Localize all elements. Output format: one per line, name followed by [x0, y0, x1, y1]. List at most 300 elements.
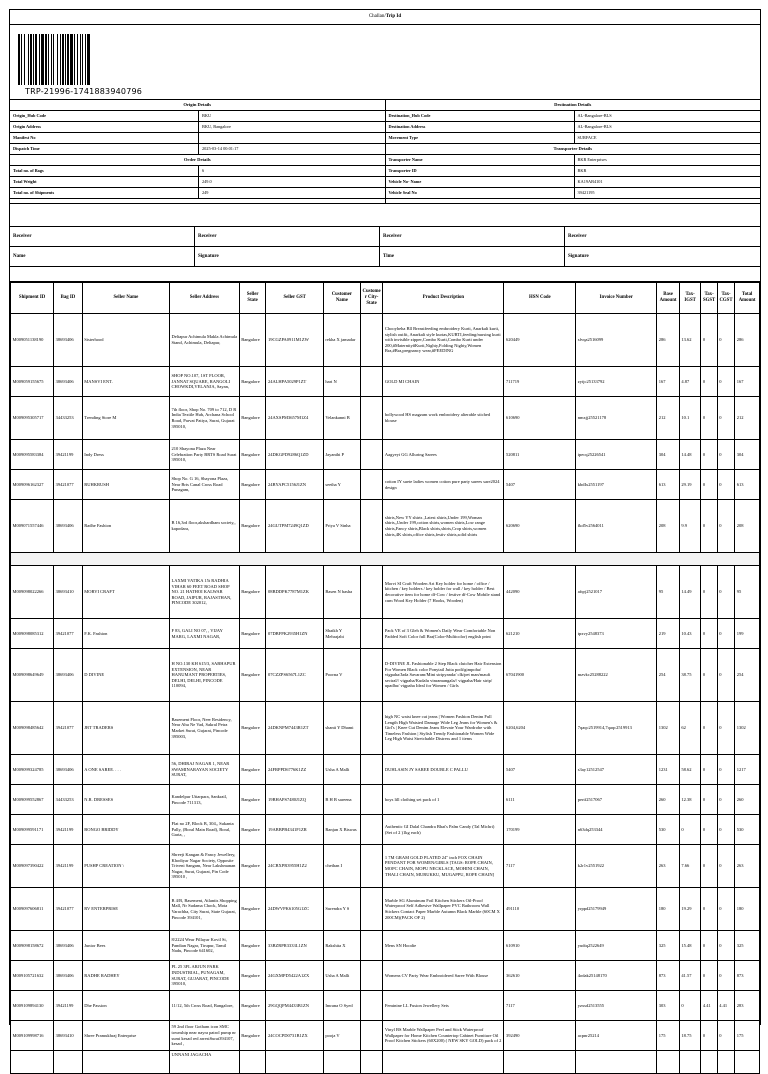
cell-hsn-code: 170199: [504, 815, 576, 845]
cell-shipment-id: M009098085312: [11, 619, 54, 649]
destination-detail-row: [386, 111, 761, 122]
cell-base-amount: 254: [657, 649, 680, 702]
header-total-amount: Total Amount: [735, 283, 760, 314]
table-row: [11, 1021, 760, 1051]
cell-tax-igst: 13.62: [679, 314, 701, 367]
cell-base-amount: 175: [657, 1021, 680, 1051]
barcode-section: [10, 25, 760, 100]
cell-tax-cgst: 0: [717, 314, 734, 367]
cell-product-description: Marble SG Aluminum Foil Kitchen Stickers Oil-Proof Waterproof Self Adhesive Wallpaper PVC Bathroom Wall Stickers Contact Paper Marble Autumn Black Marble (60CM X 200CM)(PACK OF 2): [383, 888, 504, 931]
cell-hsn-code: 6204,6204: [504, 702, 576, 755]
cell-hsn-code: 67041900: [504, 649, 576, 702]
cell-base-amount: 530: [657, 815, 680, 845]
cell-tax-igst: 62: [679, 702, 701, 755]
header-customer-name: Customer Name: [323, 283, 360, 314]
cell-hsn-code: 491110: [504, 888, 576, 931]
cell-seller-name: A ONE SAREE. . . .: [82, 755, 169, 785]
cell-hsn-code: 520811: [504, 440, 576, 470]
cell-hsn-code: 621210: [504, 619, 576, 649]
cell-seller-address: 8/2224 Wear Pillayar Kovil St, Pandian Nagar, Tirupur, Tamil Nadu, Pincode 641602,: [170, 931, 240, 961]
cell-base-amount: 212: [657, 397, 680, 440]
cell-customer-name: Surendra Y S: [323, 888, 360, 931]
cell-total-amount: 873: [735, 961, 760, 991]
cell-tax-igst: 15.48: [679, 931, 701, 961]
cell-product-description: Chooyheha Bll Breastfeeding embroidery Kurti, Anarkali kurti, stylish outfit, Anarkali style kurtas,KURTI,feeding/nursing kurti with invisible zipper,Combo Kurti,Combo Kurti under 200,#Maternity#Kurti,Nighty,Folding Nighty,Women Bra,#Bra,pregnancy wear,#FEEDING: [383, 314, 504, 367]
cell-customer-name: chethan I: [323, 845, 360, 888]
cell-customer-city-state: [360, 470, 383, 500]
cell-seller-name: PUSHP CREATION \: [82, 845, 169, 888]
origin-detail-label: Dispatch Time: [10, 144, 199, 154]
cell-shipment-id: M009095583384: [11, 440, 54, 470]
cell-tax-sgst: 0: [701, 500, 717, 553]
cell-tax-cgst: 0: [717, 961, 734, 991]
origin-detail-label: Manifest No: [10, 133, 199, 143]
cell-seller-address: Kandelpur Uttarpara, Sankrail, Pincode 711313,: [170, 785, 240, 815]
cell-base-amount: 303: [657, 991, 680, 1021]
cell-tax-cgst: 0: [717, 619, 734, 649]
order-detail-row: [10, 188, 385, 199]
cell-product-description: DUHLASIN JY SAREE DOUBLE C PALLU: [383, 755, 504, 785]
destination-detail-row: [386, 133, 761, 144]
cell-seller-state: Bangalore: [239, 367, 266, 397]
transporter-detail-label: Vehicle No- Name: [386, 177, 575, 187]
cell-total-amount: 167: [735, 367, 760, 397]
cell-customer-name: [323, 1051, 360, 1074]
header-bag-id: Bag ID: [54, 283, 83, 314]
cell-seller-address: Shop No. G 16, Shayona Plaza, Near Brts Canal Cross Road Punagam,: [170, 470, 240, 500]
page-break: [11, 553, 760, 566]
cell-base-amount: 260: [657, 785, 680, 815]
cell-seller-gst: 19CGZPA0911M1ZW: [266, 314, 323, 367]
order-detail-label: Total Weight: [10, 177, 199, 187]
cell-tax-igst: 7.66: [679, 845, 701, 888]
cell-shipment-id: [11, 1051, 54, 1074]
cell-base-amount: 325: [657, 931, 680, 961]
cell-seller-gst: 29GQQPM4433B1ZN: [266, 991, 323, 1021]
destination-detail-label: Destination Address: [386, 122, 575, 132]
cell-tax-sgst: 0: [701, 470, 717, 500]
cell-tax-igst: 14.48: [679, 440, 701, 470]
origin-order-column: [10, 100, 385, 203]
cell-bag-id: 34433253: [54, 785, 83, 815]
cell-seller-address: Basement Floor, Neer Residency, Near Ahu Ne Vad, Sakral Petra Market Surat, Gujarat, Pincode 395003,: [170, 702, 240, 755]
cell-customer-name: rekha X jamadar: [323, 314, 360, 367]
shipments-table: [10, 282, 760, 1074]
receiver-label: Receiver: [10, 227, 195, 246]
cell-invoice-number: tpxvy2548373: [576, 619, 657, 649]
cell-tax-sgst: 0: [701, 845, 717, 888]
cell-total-amount: 260: [735, 785, 760, 815]
cell-customer-name: Shaikh Y Mehrajabi: [323, 619, 360, 649]
cell-shipment-id: M009109894130: [11, 991, 54, 1021]
cell-total-amount: 175: [735, 1021, 760, 1051]
cell-tax-igst: 14.49: [679, 566, 701, 619]
cell-tax-cgst: 0: [717, 397, 734, 440]
cell-total-amount: 304: [735, 440, 760, 470]
table-row: [11, 314, 760, 367]
cell-bag-id: 38693406: [54, 500, 83, 553]
origin-detail-value: [199, 133, 385, 143]
cell-seller-gst: 08BDDPK7787M1ZK: [266, 566, 323, 619]
cell-seller-name: MORVI CRAFT: [82, 566, 169, 619]
cell-bag-id: 39421077: [54, 702, 83, 755]
cell-total-amount: 263: [735, 845, 760, 888]
header-base-amount: Base Amount: [657, 283, 680, 314]
cell-shipment-id: M009098158672: [11, 931, 54, 961]
cell-seller-gst: 19ABBPB4341F1ZR: [266, 815, 323, 845]
cell-hsn-code: 7117: [504, 991, 576, 1021]
cell-seller-name: F.K. Fashion: [82, 619, 169, 649]
cell-bag-id: 38693406: [54, 961, 83, 991]
cell-bag-id: 38693406: [54, 755, 83, 785]
cell-tax-cgst: 0: [717, 815, 734, 845]
cell-tax-igst: 10.43: [679, 619, 701, 649]
trip-barcode: [18, 34, 121, 85]
cell-customer-city-state: [360, 1051, 383, 1074]
transporter-detail-value: KA19AB4101: [577, 179, 603, 184]
destination-detail-value: AL-Bangalore-BLS: [577, 124, 612, 129]
cell-product-description: Womens CV Party Wear Embroidered Saree With Blouse: [383, 961, 504, 991]
cell-seller-state: Bangalore: [239, 961, 266, 991]
cell-total-amount: 325: [735, 931, 760, 961]
table-row: [11, 785, 760, 815]
destination-detail-value: SURFACE: [577, 135, 597, 140]
cell-customer-name: Ranjan X Biswas: [323, 815, 360, 845]
separator: [10, 204, 760, 227]
cell-invoice-number: s3ay12512547: [576, 755, 657, 785]
cell-seller-name: RADHE RADHEY: [82, 961, 169, 991]
cell-seller-name: Junior Bees: [82, 931, 169, 961]
cell-tax-sgst: 0: [701, 931, 717, 961]
cell-tax-cgst: 0: [717, 649, 734, 702]
cell-seller-gst: 24GXMPD5422A1ZX: [266, 961, 323, 991]
table-row: [11, 991, 760, 1021]
cell-invoice-number: yudtq2522649: [576, 931, 657, 961]
cell-seller-gst: 24COCPD0731B1ZX: [266, 1021, 323, 1051]
cell-customer-city-state: [360, 619, 383, 649]
cell-product-description: D-DIVINE JL Fashionable 2 Step Black clutcher Hair Extension For Women Black color Ponytail Jutta podi/gimpoha/ vigpaha/Jada Savaram/Mini stripyanda/ clk/pet man/maufi sectral// vigpaha/Kudalu vinramangala// vigpaha/Hair strip/ upadhu/ vigpaha Ideal for Women / Girls: [383, 649, 504, 702]
cell-seller-name: Shree Pramukhraj Enterprise: [82, 1021, 169, 1051]
receiver-row-1: [10, 227, 760, 246]
cell-hsn-code: 442090: [504, 566, 576, 619]
cell-product-description: Mens SN Hoodie: [383, 931, 504, 961]
cell-shipment-id: M009059155675: [11, 367, 54, 397]
cell-customer-city-state: [360, 649, 383, 702]
cell-seller-address: B 4/B, Basement, Atlantis Shopping Mall, Nr Sudama Chock, Mota Varachha, City Surat, State Gujarat, Pincode 394101,: [170, 888, 240, 931]
cell-hsn-code: 610690: [504, 397, 576, 440]
cell-tax-igst: 38.75: [679, 649, 701, 702]
cell-tax-sgst: 0: [701, 314, 717, 367]
cell-bag-id: 39421077: [54, 470, 83, 500]
barcode-gap: [90, 34, 91, 85]
cell-hsn-code: 711719: [504, 367, 576, 397]
cell-product-description: Aagyeyi GG Alluring Sarees: [383, 440, 504, 470]
cell-product-description: 1 7M GRAM GOLD PLATED 24" inch FOX CHAIN PENDANT FOR WOMEN/GIRLS [TAGS: ROPE CHAIN, MOPC CHAIN, MOPU NECKLACE, MOHINI CHAIN, THALI CHAIN, MURUKKU, MUGAPPU, ROPE CHAIN]: [383, 845, 504, 888]
cell-tax-igst: 0: [679, 815, 701, 845]
cell-shipment-id: M009099591171: [11, 815, 54, 845]
cell-invoice-number: 4odak25148170: [576, 961, 657, 991]
cell-customer-name: Usha A Malli: [323, 961, 360, 991]
destination-detail-label: Movement Type: [386, 133, 575, 143]
header-tax-igst: Tax- IGST: [679, 283, 701, 314]
cell-base-amount: 1231: [657, 755, 680, 785]
cell-product-description: cotton IY suete ladies women cotton pure party sarees sare2024 design: [383, 470, 504, 500]
receiver-label: Receiver: [195, 227, 380, 246]
receiver-time-label: Time: [380, 247, 565, 266]
cell-seller-address: Shreeji Kangan & Fancy Jewellery, Khodiyar Nagar Society, Opposite Triveni Sangam, Near Lakshmanan Nagar, Surat, Gujarat, Pin Code 395010 ,: [170, 845, 240, 888]
cell-total-amount: 180: [735, 888, 760, 931]
transporter-detail-label: Vehicle Seal No: [386, 188, 575, 198]
cell-base-amount: 873: [657, 961, 680, 991]
cell-base-amount: 208: [657, 500, 680, 553]
cell-tax-sgst: 0: [701, 815, 717, 845]
cell-bag-id: 39421199: [54, 845, 83, 888]
origin-detail-value: BKU: [202, 113, 212, 118]
cell-seller-name: Trending Store M: [82, 397, 169, 440]
header-tax-cgst: Tax- CGST: [717, 283, 734, 314]
cell-seller-name: N.R. DRESSES: [82, 785, 169, 815]
cell-tax-cgst: [717, 1051, 734, 1074]
cell-seller-state: Bangalore: [239, 1021, 266, 1051]
table-row: [11, 440, 760, 470]
cell-base-amount: [657, 1051, 680, 1074]
header-shipment-id: Shipment ID: [11, 283, 54, 314]
cell-product-description: bollywood HS magzam work embroidery alterable stiched blouse: [383, 397, 504, 440]
order-detail-label: Total no. of Bags: [10, 166, 199, 176]
origin-details-title: Origin Details: [10, 100, 385, 111]
cell-product-description: GOLD MI CHAIN: [383, 367, 504, 397]
cell-tax-cgst: 0: [717, 702, 734, 755]
cell-customer-name: hari N: [323, 367, 360, 397]
cell-seller-name: JBT TRADERS: [82, 702, 169, 755]
cell-customer-name: Priya V Sinha: [323, 500, 360, 553]
cell-customer-city-state: [360, 367, 383, 397]
cell-total-amount: 254: [735, 649, 760, 702]
cell-customer-name: pooja V: [323, 1021, 360, 1051]
cell-tax-igst: 10.1: [679, 397, 701, 440]
cell-invoice-number: k2r1v2551922: [576, 845, 657, 888]
cell-seller-address: 59 2nd floor Gotham icon SMC township near nayra patrol pump nr sumi kesad red arrestSurat394107, kesad ,: [170, 1021, 240, 1051]
table-row: [11, 755, 760, 785]
cell-seller-address: LAXMI VATIKA 15t RADHIA VIHAR 60 FEET ROAD SHOP NO. 21 HATHOI KALWAR ROAD, JAIPUR, RAJASTHAN, PINCODE 302012,: [170, 566, 240, 619]
details-section: [10, 100, 760, 204]
cell-bag-id: 38693410: [54, 1021, 83, 1051]
cell-hsn-code: 610910: [504, 931, 576, 961]
cell-seller-gst: 24BYAPC5156J1ZN: [266, 470, 323, 500]
order-detail-label: Total no. of Shipments: [10, 188, 199, 198]
receiver-name-label: Name: [10, 247, 195, 266]
cell-seller-gst: 24GUTPM7249Q1ZD: [266, 500, 323, 553]
cell-invoice-number: sfvqa2516099: [576, 314, 657, 367]
cell-seller-state: Bangalore: [239, 314, 266, 367]
table-row: [11, 470, 760, 500]
cell-seller-state: Bangalore: [239, 470, 266, 500]
cell-seller-name: RV ENTERPRISE: [82, 888, 169, 931]
cell-seller-state: Bangalore: [239, 500, 266, 553]
cell-customer-city-state: [360, 397, 383, 440]
destination-transporter-column: [385, 100, 761, 203]
cell-tax-sgst: 0: [701, 367, 717, 397]
cell-seller-state: Bangalore: [239, 888, 266, 931]
table-row: [11, 397, 760, 440]
receiver-row-2: [10, 246, 760, 266]
cell-seller-address: H NO.130 KH 615/3, SABHAPUR EXTENSION, NEAR HANUMANT PROPERTIES, DELHI, DELHI, PINCODE 110094,: [170, 649, 240, 702]
cell-tax-cgst: 0: [717, 888, 734, 931]
cell-tax-sgst: 0: [701, 649, 717, 702]
cell-seller-gst: 24ALHPA5029P1ZT: [266, 367, 323, 397]
cell-tax-cgst: 0: [717, 440, 734, 470]
cell-tax-sgst: 0: [701, 961, 717, 991]
table-row: [11, 931, 760, 961]
cell-base-amount: 167: [657, 367, 680, 397]
cell-total-amount: 613: [735, 470, 760, 500]
cell-bag-id: 39421077: [54, 888, 83, 931]
cell-tax-cgst: 0: [717, 931, 734, 961]
cell-seller-state: Bangalore: [239, 619, 266, 649]
challan-header: [10, 10, 760, 25]
cell-seller-state: Bangalore: [239, 991, 266, 1021]
table-row-partial: [11, 1051, 760, 1074]
cell-base-amount: 304: [657, 440, 680, 470]
cell-tax-sgst: 0: [701, 785, 717, 815]
cell-shipment-id: M009099324785: [11, 755, 54, 785]
cell-shipment-id: M009098022266: [11, 566, 54, 619]
cell-tax-igst: 12.38: [679, 785, 701, 815]
cell-seller-name: Indy Dress: [82, 440, 169, 470]
cell-bag-id: 34433253: [54, 397, 83, 440]
order-detail-row: [10, 177, 385, 188]
transporter-detail-value: 39421195: [577, 190, 595, 195]
cell-customer-city-state: [360, 931, 383, 961]
cell-seller-address: UNNANI JAGACHA: [170, 1051, 240, 1074]
cell-bag-id: 39421199: [54, 440, 83, 470]
cell-seller-state: Bangalore: [239, 397, 266, 440]
cell-product-description: Vinyl BS Marble Wallpaper Peel and Stick Waterproof Wallpaper for Home Kitchen Countertop Cabinet Furniture Oil Proof Kitchen Stickers (60X200) ( NEW SKY GOLD) pack of 2: [383, 1021, 504, 1051]
cell-bag-id: 38693406: [54, 649, 83, 702]
header-tax-sgst: Tax- SGST: [701, 283, 717, 314]
cell-invoice-number: mzvkc25288222: [576, 649, 657, 702]
cell-tax-igst: 41.57: [679, 961, 701, 991]
cell-customer-city-state: [360, 702, 383, 755]
cell-seller-gst: [266, 1051, 323, 1074]
cell-customer-name: Jayanthi P: [323, 440, 360, 470]
cell-customer-city-state: [360, 785, 383, 815]
cell-total-amount: 95: [735, 566, 760, 619]
origin-detail-value: 2025-03-14 00:01:17: [202, 146, 239, 151]
table-row: [11, 367, 760, 397]
cell-bag-id: 38693406: [54, 367, 83, 397]
cell-tax-cgst: 0: [717, 470, 734, 500]
cell-shipment-id: M009099552867: [11, 785, 54, 815]
cell-tax-igst: 58.62: [679, 755, 701, 785]
cell-shipment-id: M009095305717: [11, 397, 54, 440]
cell-invoice-number: afqrj2521017: [576, 566, 657, 619]
destination-details-title: Destination Details: [386, 100, 761, 111]
cell-total-amount: 212: [735, 397, 760, 440]
origin-detail-row: [10, 144, 385, 155]
cell-shipment-id: M009109998716: [11, 1021, 54, 1051]
cell-seller-state: [239, 1051, 266, 1074]
cell-customer-name: B H B sareena: [323, 785, 360, 815]
destination-detail-value: AL-Bangalore-BLS: [577, 113, 612, 118]
cell-seller-address: B 16,3rd floor,akshardham society,, kapodara,: [170, 500, 240, 553]
cell-base-amount: 180: [657, 888, 680, 931]
cell-customer-city-state: [360, 440, 383, 470]
cell-bag-id: 38693406: [54, 314, 83, 367]
cell-shipment-id: M009096162327: [11, 470, 54, 500]
cell-product-description: Feminine LL Fusion Jewellery Sets: [383, 991, 504, 1021]
table-row: [11, 845, 760, 888]
cell-seller-address: PL 25 3FL ARJUN PARK INDUSTRIAL, PUNAGAM, SURAT, GUJARAT, PINCODE 395010,: [170, 961, 240, 991]
cell-invoice-number: 7qaqc2519914,7qaqc2519913: [576, 702, 657, 755]
challan-document: [9, 9, 761, 1057]
cell-tax-cgst: 0: [717, 566, 734, 619]
header-seller-gst: Seller GST: [266, 283, 323, 314]
cell-invoice-number: kbdIx2551197: [576, 470, 657, 500]
cell-customer-city-state: [360, 314, 383, 367]
cell-shipment-id: M009097390422: [11, 845, 54, 888]
table-row: [11, 702, 760, 755]
cell-base-amount: 95: [657, 566, 680, 619]
cell-seller-address: 210 Shayona Plaza Near Celebration Party BRTS Road Surat 395010,: [170, 440, 240, 470]
origin-detail-row: [10, 133, 385, 144]
cell-product-description: shirts,New YY shirts ,Latest shirts,Under 199,Woman shirts,,Under 199,cotton shirts,women shirts,Low range shirts,Fancy shirts,Black shirts,shirts,Crop shirts,women shirts,4K shirts,office shirts,festiv shirts,solid shirts: [383, 500, 504, 553]
cell-tax-sgst: 0: [701, 397, 717, 440]
cell-customer-city-state: [360, 991, 383, 1021]
origin-detail-row: [10, 122, 385, 133]
order-details-title: Order Details: [10, 155, 385, 166]
cell-base-amount: 1302: [657, 702, 680, 755]
cell-seller-address: Deltapur Achimula Makla Achimula Stand, Achimula, Deltapur,: [170, 314, 240, 367]
cell-seller-state: Bangalore: [239, 785, 266, 815]
cell-customer-name: Poorna V: [323, 649, 360, 702]
transporter-detail-label: Transporter ID: [386, 166, 575, 176]
cell-seller-gst: 07DBFPK2935H1ZN: [266, 619, 323, 649]
table-row: [11, 566, 760, 619]
header-hsn-code: HSN Code: [504, 283, 576, 314]
cell-invoice-number: [576, 1051, 657, 1074]
cell-tax-cgst: 0: [717, 785, 734, 815]
page-break-row: [11, 553, 760, 566]
table-header-row: [11, 283, 760, 314]
cell-seller-address: 56, DHIRAJ NAGAR 1, NEAR SWAMINARAYAN SOCIETY SURAT,: [170, 755, 240, 785]
transporter-detail-row: [386, 188, 761, 199]
cell-tax-igst: 4.87: [679, 367, 701, 397]
receiver-signature-label: Signature: [568, 254, 589, 259]
transporter-details-title: Transporter Details: [386, 144, 761, 155]
cell-hsn-code: [504, 1051, 576, 1074]
transporter-detail-row: [386, 166, 761, 177]
cell-customer-name: seetha Y: [323, 470, 360, 500]
cell-seller-state: Bangalore: [239, 440, 266, 470]
transporter-detail-row: [386, 177, 761, 188]
cell-total-amount: 286: [735, 314, 760, 367]
cell-tax-igst: 18.75: [679, 1021, 701, 1051]
cell-customer-name: shanti Y Dhami: [323, 702, 360, 755]
cell-hsn-code: 620690: [504, 500, 576, 553]
header-customer-city-state: Customer City- State: [360, 283, 383, 314]
cell-seller-name: D DIVINE: [82, 649, 169, 702]
header-seller-address: Seller Address: [170, 283, 240, 314]
cell-customer-city-state: [360, 500, 383, 553]
cell-seller-address: F 83, GALI NO 07, , VIJAY MARG, LAXMI NAGAR,: [170, 619, 240, 649]
cell-bag-id: 39421199: [54, 991, 83, 1021]
cell-customer-city-state: [360, 845, 383, 888]
cell-tax-sgst: 0: [701, 702, 717, 755]
cell-seller-gst: 24FRPPD6776K1ZZ: [266, 755, 323, 785]
cell-base-amount: 286: [657, 314, 680, 367]
cell-product-description: [383, 1051, 504, 1074]
